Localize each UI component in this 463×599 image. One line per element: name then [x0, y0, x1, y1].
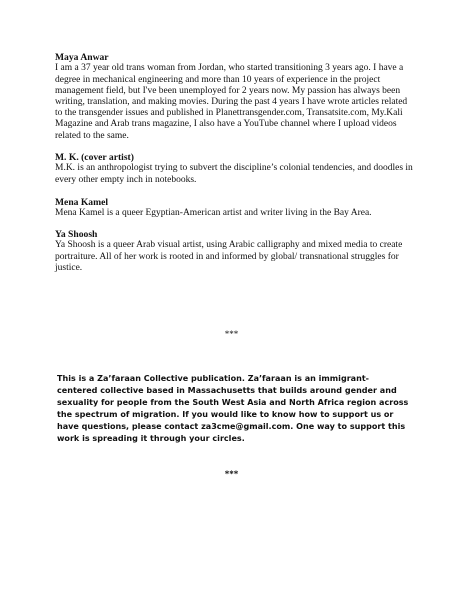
bio-text: M.K. is an anthropologist trying to subvert the discipline’s colonial tendencies, and doodles in every other empty inch in notebooks.: [55, 163, 413, 185]
section-separator: ***: [224, 469, 239, 479]
bio-ya-shoosh: [55, 229, 415, 274]
bio-name: Maya Anwar: [55, 52, 109, 63]
bio-text: I am a 37 year old trans woman from Jordan, who started transitioning 3 years ago. I have a degree in mechanical engineering and more than 10 years of experience in the project management field, but I've been unemployed for 2 years now. My passion has always been writing, translation, and making movies. During the past 4 years I have wrote articles related to the transgender issues and published in Planettransgender.com, Transatsite.com, My.Kali Magazine and Arab trans magazine, I also have a YouTube channel where I upload videos related to the same.: [55, 63, 408, 141]
bio-text: Ya Shoosh is a queer Arab visual artist, using Arabic calligraphy and mixed media to create portraiture. All of her work is rooted in and informed by global/ transnational struggles for justice.: [55, 240, 403, 273]
bio-name: M. K. (cover artist): [55, 152, 134, 163]
bio-mena-kamel: [55, 197, 415, 220]
publication-notice: This is a Za’faraan Collective publication. Za’faraan is an immigrant-centered collective based in Massachusetts that builds around gender and sexuality for people from the South West Asia and North Africa region across the spectrum of migration. If you would like to know how to support us or have questions, please contact za3cme@gmail.com. One way to support this work is spreading it through your circles.: [57, 374, 409, 443]
bio-maya-anwar: [55, 52, 415, 142]
bio-mk: [55, 152, 415, 186]
bio-name: Ya Shoosh: [55, 229, 98, 240]
bio-text: Mena Kamel is a queer Egyptian-American artist and writer living in the Bay Area.: [55, 208, 372, 219]
section-separator: ***: [224, 329, 239, 339]
bio-name: Mena Kamel: [55, 197, 109, 208]
